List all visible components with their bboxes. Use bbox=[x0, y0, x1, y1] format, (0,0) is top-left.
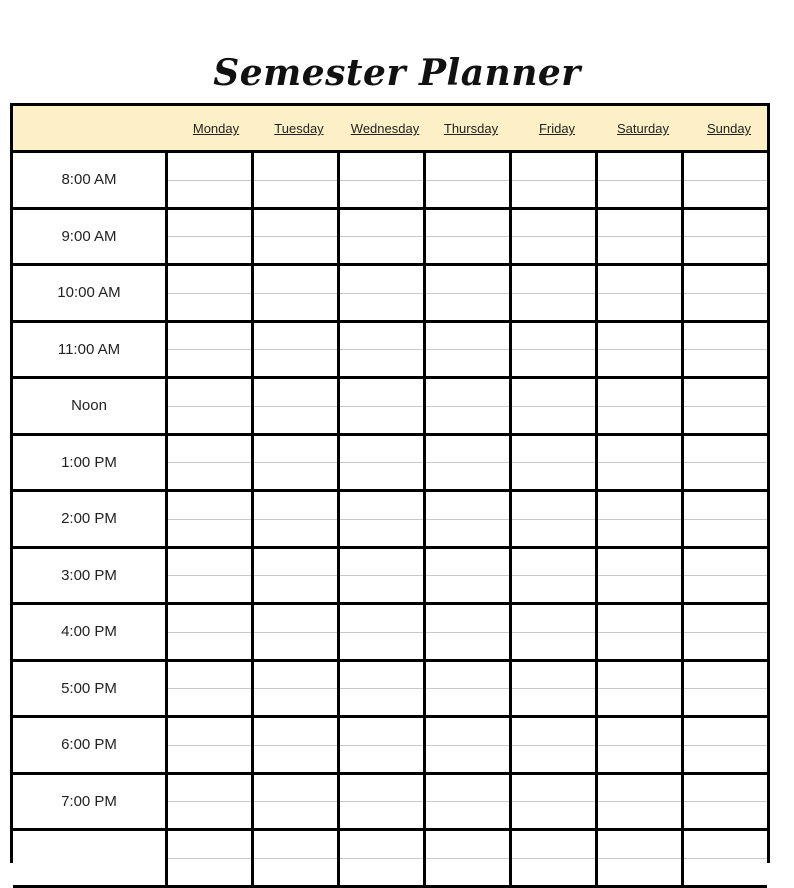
half-hour-divider bbox=[512, 406, 595, 407]
schedule-cell[interactable] bbox=[168, 492, 254, 546]
half-hour-divider bbox=[340, 293, 423, 294]
half-hour-divider bbox=[254, 632, 337, 633]
half-hour-divider bbox=[684, 688, 767, 689]
schedule-cell[interactable] bbox=[512, 605, 598, 659]
half-hour-divider bbox=[340, 745, 423, 746]
half-hour-divider bbox=[168, 688, 251, 689]
schedule-cell[interactable] bbox=[340, 549, 426, 603]
half-hour-divider bbox=[598, 688, 681, 689]
schedule-cell[interactable] bbox=[168, 775, 254, 829]
schedule-cell[interactable] bbox=[598, 153, 684, 207]
half-hour-divider bbox=[426, 519, 509, 520]
schedule-cell[interactable] bbox=[598, 662, 684, 716]
half-hour-divider bbox=[340, 575, 423, 576]
time-row bbox=[13, 662, 767, 719]
half-hour-divider bbox=[340, 632, 423, 633]
half-hour-divider bbox=[512, 180, 595, 181]
schedule-cell[interactable] bbox=[598, 549, 684, 603]
schedule-cell[interactable] bbox=[512, 436, 598, 490]
schedule-cell[interactable] bbox=[512, 831, 598, 885]
schedule-cell[interactable] bbox=[512, 492, 598, 546]
time-row bbox=[13, 153, 767, 210]
half-hour-divider bbox=[598, 745, 681, 746]
schedule-cell[interactable] bbox=[512, 718, 598, 772]
schedule-cell[interactable] bbox=[598, 323, 684, 377]
half-hour-divider bbox=[426, 575, 509, 576]
half-hour-divider bbox=[254, 406, 337, 407]
time-label: 2:00 PM bbox=[13, 492, 168, 546]
half-hour-divider bbox=[684, 180, 767, 181]
day-header-row bbox=[13, 106, 767, 153]
day-header-monday: Monday bbox=[192, 121, 240, 136]
schedule-cell[interactable] bbox=[168, 662, 254, 716]
half-hour-divider bbox=[598, 519, 681, 520]
schedule-cell[interactable] bbox=[254, 492, 340, 546]
schedule-cell[interactable] bbox=[598, 775, 684, 829]
schedule-cell[interactable] bbox=[512, 379, 598, 433]
schedule-cell[interactable] bbox=[512, 266, 598, 320]
half-hour-divider bbox=[340, 406, 423, 407]
schedule-cell[interactable] bbox=[254, 379, 340, 433]
time-row bbox=[13, 266, 767, 323]
half-hour-divider bbox=[598, 575, 681, 576]
half-hour-divider bbox=[598, 349, 681, 350]
half-hour-divider bbox=[512, 745, 595, 746]
half-hour-divider bbox=[254, 349, 337, 350]
time-row bbox=[13, 549, 767, 606]
half-hour-divider bbox=[426, 688, 509, 689]
half-hour-divider bbox=[512, 858, 595, 859]
schedule-cell[interactable] bbox=[426, 662, 512, 716]
half-hour-divider bbox=[168, 801, 251, 802]
half-hour-divider bbox=[426, 236, 509, 237]
schedule-cell[interactable] bbox=[254, 210, 340, 264]
half-hour-divider bbox=[426, 180, 509, 181]
schedule-cell[interactable] bbox=[426, 718, 512, 772]
schedule-cell[interactable] bbox=[254, 323, 340, 377]
schedule-cell[interactable] bbox=[684, 662, 767, 716]
half-hour-divider bbox=[254, 575, 337, 576]
time-row bbox=[13, 605, 767, 662]
schedule-cell[interactable] bbox=[512, 775, 598, 829]
half-hour-divider bbox=[168, 349, 251, 350]
half-hour-divider bbox=[512, 575, 595, 576]
time-label: 1:00 PM bbox=[13, 436, 168, 490]
half-hour-divider bbox=[598, 858, 681, 859]
schedule-cell[interactable] bbox=[340, 662, 426, 716]
schedule-cell[interactable] bbox=[512, 210, 598, 264]
half-hour-divider bbox=[684, 236, 767, 237]
half-hour-divider bbox=[168, 236, 251, 237]
time-row bbox=[13, 492, 767, 549]
schedule-cell[interactable] bbox=[684, 605, 767, 659]
half-hour-divider bbox=[684, 462, 767, 463]
schedule-cell[interactable] bbox=[168, 210, 254, 264]
half-hour-divider bbox=[684, 858, 767, 859]
time-label: 11:00 AM bbox=[13, 323, 168, 377]
time-row bbox=[13, 379, 767, 436]
schedule-cell[interactable] bbox=[254, 662, 340, 716]
schedule-cell[interactable] bbox=[168, 266, 254, 320]
schedule-cell[interactable] bbox=[340, 266, 426, 320]
half-hour-divider bbox=[684, 349, 767, 350]
half-hour-divider bbox=[512, 632, 595, 633]
schedule-cell[interactable] bbox=[168, 323, 254, 377]
time-label: 5:00 PM bbox=[13, 662, 168, 716]
half-hour-divider bbox=[340, 519, 423, 520]
schedule-cell[interactable] bbox=[168, 436, 254, 490]
half-hour-divider bbox=[168, 745, 251, 746]
time-label: 3:00 PM bbox=[13, 549, 168, 603]
half-hour-divider bbox=[426, 349, 509, 350]
time-row bbox=[13, 775, 767, 832]
half-hour-divider bbox=[254, 745, 337, 746]
schedule-cell[interactable] bbox=[168, 153, 254, 207]
half-hour-divider bbox=[340, 801, 423, 802]
half-hour-divider bbox=[598, 293, 681, 294]
schedule-cell[interactable] bbox=[254, 775, 340, 829]
schedule-cell[interactable] bbox=[340, 831, 426, 885]
schedule-cell[interactable] bbox=[340, 436, 426, 490]
schedule-cell[interactable] bbox=[340, 492, 426, 546]
half-hour-divider bbox=[426, 745, 509, 746]
half-hour-divider bbox=[598, 406, 681, 407]
half-hour-divider bbox=[168, 519, 251, 520]
schedule-cell[interactable] bbox=[168, 718, 254, 772]
half-hour-divider bbox=[168, 632, 251, 633]
schedule-cell[interactable] bbox=[426, 549, 512, 603]
half-hour-divider bbox=[684, 519, 767, 520]
schedule-cell[interactable] bbox=[168, 831, 254, 885]
schedule-cell[interactable] bbox=[254, 153, 340, 207]
schedule-cell[interactable] bbox=[684, 266, 767, 320]
time-label: 6:00 PM bbox=[13, 718, 168, 772]
page-title: Semester Planner bbox=[213, 52, 581, 94]
half-hour-divider bbox=[598, 236, 681, 237]
half-hour-divider bbox=[254, 293, 337, 294]
schedule-cell[interactable] bbox=[168, 379, 254, 433]
half-hour-divider bbox=[598, 632, 681, 633]
schedule-cell[interactable] bbox=[426, 831, 512, 885]
half-hour-divider bbox=[340, 236, 423, 237]
schedule-cell[interactable] bbox=[168, 549, 254, 603]
time-label: Noon bbox=[13, 379, 168, 433]
half-hour-divider bbox=[254, 462, 337, 463]
half-hour-divider bbox=[512, 801, 595, 802]
schedule-cell[interactable] bbox=[684, 436, 767, 490]
half-hour-divider bbox=[254, 519, 337, 520]
schedule-cell[interactable] bbox=[426, 210, 512, 264]
schedule-cell[interactable] bbox=[684, 492, 767, 546]
schedule-cell[interactable] bbox=[512, 323, 598, 377]
half-hour-divider bbox=[426, 406, 509, 407]
schedule-cell[interactable] bbox=[426, 379, 512, 433]
half-hour-divider bbox=[340, 462, 423, 463]
schedule-cell[interactable] bbox=[340, 323, 426, 377]
time-label: 8:00 AM bbox=[13, 153, 168, 207]
schedule-cell[interactable] bbox=[254, 436, 340, 490]
time-label: 4:00 PM bbox=[13, 605, 168, 659]
half-hour-divider bbox=[254, 180, 337, 181]
half-hour-divider bbox=[684, 801, 767, 802]
schedule-cell[interactable] bbox=[512, 153, 598, 207]
half-hour-divider bbox=[684, 745, 767, 746]
schedule-cell[interactable] bbox=[340, 153, 426, 207]
half-hour-divider bbox=[426, 632, 509, 633]
half-hour-divider bbox=[512, 236, 595, 237]
half-hour-divider bbox=[254, 236, 337, 237]
half-hour-divider bbox=[168, 406, 251, 407]
half-hour-divider bbox=[512, 293, 595, 294]
half-hour-divider bbox=[254, 801, 337, 802]
day-header-wednesday: Wednesday bbox=[350, 121, 420, 136]
schedule-cell[interactable] bbox=[684, 718, 767, 772]
half-hour-divider bbox=[340, 688, 423, 689]
half-hour-divider bbox=[168, 180, 251, 181]
day-header-tuesday: Tuesday bbox=[274, 121, 324, 136]
schedule-cell[interactable] bbox=[684, 210, 767, 264]
time-label: 7:00 PM bbox=[13, 775, 168, 829]
time-label bbox=[13, 831, 168, 885]
schedule-cell[interactable] bbox=[254, 605, 340, 659]
half-hour-divider bbox=[426, 293, 509, 294]
time-row bbox=[13, 210, 767, 267]
schedule-cell[interactable] bbox=[340, 210, 426, 264]
planner-grid bbox=[10, 103, 770, 863]
half-hour-divider bbox=[254, 688, 337, 689]
half-hour-divider bbox=[426, 462, 509, 463]
half-hour-divider bbox=[254, 858, 337, 859]
time-row bbox=[13, 436, 767, 493]
half-hour-divider bbox=[512, 688, 595, 689]
schedule-cell[interactable] bbox=[598, 436, 684, 490]
schedule-cell[interactable] bbox=[340, 775, 426, 829]
half-hour-divider bbox=[598, 462, 681, 463]
schedule-cell[interactable] bbox=[254, 718, 340, 772]
half-hour-divider bbox=[512, 519, 595, 520]
half-hour-divider bbox=[340, 349, 423, 350]
half-hour-divider bbox=[168, 575, 251, 576]
schedule-cell[interactable] bbox=[598, 831, 684, 885]
schedule-cell[interactable] bbox=[340, 718, 426, 772]
schedule-cell[interactable] bbox=[512, 662, 598, 716]
time-label: 10:00 AM bbox=[13, 266, 168, 320]
half-hour-divider bbox=[684, 632, 767, 633]
schedule-cell[interactable] bbox=[684, 379, 767, 433]
schedule-cell[interactable] bbox=[168, 605, 254, 659]
day-header-friday: Friday bbox=[538, 121, 576, 136]
half-hour-divider bbox=[168, 462, 251, 463]
schedule-cell[interactable] bbox=[684, 323, 767, 377]
half-hour-divider bbox=[512, 462, 595, 463]
time-row bbox=[13, 831, 767, 888]
half-hour-divider bbox=[426, 801, 509, 802]
schedule-cell[interactable] bbox=[254, 549, 340, 603]
schedule-cell[interactable] bbox=[426, 492, 512, 546]
half-hour-divider bbox=[684, 575, 767, 576]
half-hour-divider bbox=[340, 858, 423, 859]
schedule-cell[interactable] bbox=[598, 605, 684, 659]
day-header-thursday: Thursday bbox=[443, 121, 499, 136]
schedule-cell[interactable] bbox=[426, 436, 512, 490]
schedule-cell[interactable] bbox=[598, 210, 684, 264]
schedule-cell[interactable] bbox=[684, 831, 767, 885]
half-hour-divider bbox=[598, 180, 681, 181]
half-hour-divider bbox=[426, 858, 509, 859]
schedule-cell[interactable] bbox=[426, 153, 512, 207]
schedule-cell[interactable] bbox=[426, 775, 512, 829]
half-hour-divider bbox=[684, 406, 767, 407]
half-hour-divider bbox=[340, 180, 423, 181]
schedule-cell[interactable] bbox=[426, 266, 512, 320]
schedule-cell[interactable] bbox=[254, 266, 340, 320]
day-header-sunday: Sunday bbox=[706, 121, 752, 136]
schedule-cell[interactable] bbox=[684, 549, 767, 603]
schedule-cell[interactable] bbox=[254, 831, 340, 885]
half-hour-divider bbox=[512, 349, 595, 350]
schedule-cell[interactable] bbox=[684, 153, 767, 207]
half-hour-divider bbox=[168, 858, 251, 859]
schedule-cell[interactable] bbox=[598, 266, 684, 320]
time-row bbox=[13, 718, 767, 775]
schedule-cell[interactable] bbox=[598, 492, 684, 546]
day-header-saturday: Saturday bbox=[616, 121, 670, 136]
time-row bbox=[13, 323, 767, 380]
schedule-cell[interactable] bbox=[598, 379, 684, 433]
schedule-cell[interactable] bbox=[426, 323, 512, 377]
schedule-cell[interactable] bbox=[426, 605, 512, 659]
schedule-cell[interactable] bbox=[684, 775, 767, 829]
half-hour-divider bbox=[598, 801, 681, 802]
time-label: 9:00 AM bbox=[13, 210, 168, 264]
half-hour-divider bbox=[168, 293, 251, 294]
half-hour-divider bbox=[684, 293, 767, 294]
schedule-cell[interactable] bbox=[340, 605, 426, 659]
schedule-cell[interactable] bbox=[340, 379, 426, 433]
schedule-cell[interactable] bbox=[512, 549, 598, 603]
schedule-cell[interactable] bbox=[598, 718, 684, 772]
